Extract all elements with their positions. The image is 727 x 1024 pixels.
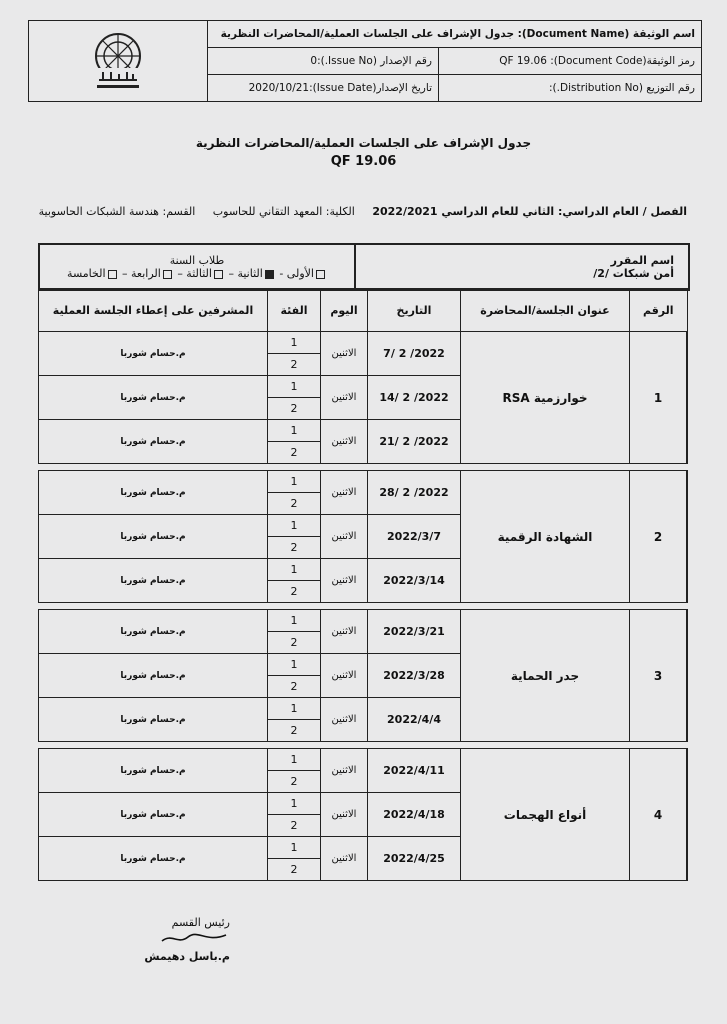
schedule-table	[38, 288, 688, 881]
course-header	[38, 243, 690, 291]
session-date: 2022/3/28	[368, 654, 461, 698]
session-date: 2022/ 2 /14	[368, 376, 461, 420]
checkbox-fifth-icon	[108, 270, 117, 279]
course-info	[40, 205, 687, 218]
session-title: جدر الحماية	[461, 610, 630, 742]
session-group: 1	[268, 654, 321, 676]
table-row	[39, 749, 688, 771]
session-number: 1	[630, 332, 688, 464]
course-name-label: اسم المقرر	[610, 254, 674, 267]
section-separator	[39, 464, 688, 471]
session-group: 2	[268, 442, 321, 464]
session-date: 2022/3/14	[368, 559, 461, 603]
session-date: 2022/ 2 /21	[368, 420, 461, 464]
university-logo	[29, 21, 208, 101]
col-group: الفئة	[268, 289, 321, 332]
session-group: 2	[268, 398, 321, 420]
session-group: 1	[268, 332, 321, 354]
semester-info: الفصل / العام الدراسي: الثاني للعام الدراسي 2022/2021	[372, 205, 687, 218]
session-day: الاثنين	[321, 698, 368, 742]
college-info: الكلية: المعهد التقاني للحاسوب	[212, 205, 355, 218]
session-group: 1	[268, 749, 321, 771]
session-day: الاثنين	[321, 471, 368, 515]
session-day: الاثنين	[321, 515, 368, 559]
distribution-no: رقم التوزيع (Distribution No.):	[438, 75, 701, 101]
session-group: 2	[268, 493, 321, 515]
year-options: الأولى - الثانية – الثالثة – الرابعة – الخامسة	[67, 267, 327, 280]
signature-name: م.باسل دهيمش	[144, 950, 230, 963]
session-group: 1	[268, 698, 321, 720]
session-day: الاثنين	[321, 610, 368, 654]
session-day: الاثنين	[321, 654, 368, 698]
session-number: 4	[630, 749, 688, 881]
session-group: 1	[268, 559, 321, 581]
document-header	[28, 20, 702, 102]
session-supervisor: م.حسام شوربا	[39, 749, 268, 793]
session-date: 2022/3/7	[368, 515, 461, 559]
checkbox-second-checked-icon	[265, 270, 274, 279]
session-day: الاثنين	[321, 559, 368, 603]
checkbox-first-icon	[316, 270, 325, 279]
session-date: 2022/4/4	[368, 698, 461, 742]
session-date: 2022/4/18	[368, 793, 461, 837]
session-group: 2	[268, 676, 321, 698]
session-supervisor: م.حسام شوربا	[39, 654, 268, 698]
page-title: جدول الإشراف على الجلسات العملية/المحاضرات النظرية	[195, 136, 532, 150]
course-name-cell	[354, 245, 688, 289]
course-name-value: أمن شبكات /2/	[593, 267, 674, 280]
table-row	[39, 610, 688, 632]
session-group: 1	[268, 376, 321, 398]
students-year-cell	[40, 245, 354, 289]
session-group: 2	[268, 771, 321, 793]
session-title: أنواع الهجمات	[461, 749, 630, 881]
checkbox-third-icon	[214, 270, 223, 279]
issue-date: تاريخ الإصدار(Issue Date): 2020/10/21	[248, 82, 432, 94]
page-code: QF 19.06	[330, 154, 397, 169]
col-date: التاريخ	[368, 289, 461, 332]
issue-no: رقم الإصدار (Issue No.): 0	[310, 55, 432, 67]
session-group: 2	[268, 581, 321, 603]
session-date: 2022/4/11	[368, 749, 461, 793]
session-day: الاثنين	[321, 793, 368, 837]
section-separator-cell	[39, 742, 688, 749]
session-supervisor: م.حسام شوربا	[39, 559, 268, 603]
session-supervisor: م.حسام شوربا	[39, 837, 268, 881]
session-supervisor: م.حسام شوربا	[39, 376, 268, 420]
doc-name: اسم الوثيقة (Document Name): جدول الإشراف على الجلسات العملية/المحاضرات النظرية	[220, 28, 695, 40]
session-day: الاثنين	[321, 749, 368, 793]
checkbox-fourth-icon	[163, 270, 172, 279]
session-group: 1	[268, 793, 321, 815]
session-day: الاثنين	[321, 376, 368, 420]
session-date: 2022/ 2 /7	[368, 332, 461, 376]
session-group: 2	[268, 537, 321, 559]
session-group: 2	[268, 815, 321, 837]
table-row	[39, 471, 688, 493]
session-day: الاثنين	[321, 420, 368, 464]
session-date: 2022/3/21	[368, 610, 461, 654]
handwritten-signature-icon	[160, 929, 230, 947]
section-separator	[39, 742, 688, 749]
session-supervisor: م.حسام شوربا	[39, 471, 268, 515]
session-supervisor: م.حسام شوربا	[39, 610, 268, 654]
doc-code: رمز الوثيقة(Document Code): QF 19.06	[438, 48, 701, 74]
col-title: عنوان الجلسة/المحاضرة	[461, 289, 630, 332]
session-group: 2	[268, 632, 321, 654]
table-header-row	[39, 289, 688, 332]
section-separator-cell	[39, 603, 688, 610]
session-group: 1	[268, 610, 321, 632]
session-supervisor: م.حسام شوربا	[39, 420, 268, 464]
session-group: 2	[268, 354, 321, 376]
session-group: 2	[268, 859, 321, 881]
session-group: 1	[268, 837, 321, 859]
session-date: 2022/4/25	[368, 837, 461, 881]
session-number: 2	[630, 471, 688, 603]
session-group: 2	[268, 720, 321, 742]
col-num: الرقم	[630, 289, 688, 332]
session-day: الاثنين	[321, 837, 368, 881]
session-group: 1	[268, 515, 321, 537]
session-supervisor: م.حسام شوربا	[39, 698, 268, 742]
session-supervisor: م.حسام شوربا	[39, 332, 268, 376]
session-day: الاثنين	[321, 332, 368, 376]
session-group: 1	[268, 420, 321, 442]
session-date: 2022/ 2 /28	[368, 471, 461, 515]
signature-role: رئيس القسم	[171, 916, 230, 929]
col-supervisors: المشرفين على إعطاء الجلسة العملية	[39, 289, 268, 332]
session-title: خوارزمية RSA	[461, 332, 630, 464]
students-year-label: طلاب السنة	[169, 254, 225, 267]
university-logo-icon	[83, 28, 153, 94]
table-row	[39, 332, 688, 354]
session-group: 1	[268, 471, 321, 493]
session-supervisor: م.حسام شوربا	[39, 515, 268, 559]
section-separator-cell	[39, 464, 688, 471]
col-day: اليوم	[321, 289, 368, 332]
department-info: القسم: هندسة الشبكات الحاسوبية	[38, 205, 196, 218]
signature-block	[90, 916, 230, 963]
section-separator	[39, 603, 688, 610]
session-number: 3	[630, 610, 688, 742]
session-title: الشهادة الرقمية	[461, 471, 630, 603]
session-supervisor: م.حسام شوربا	[39, 793, 268, 837]
